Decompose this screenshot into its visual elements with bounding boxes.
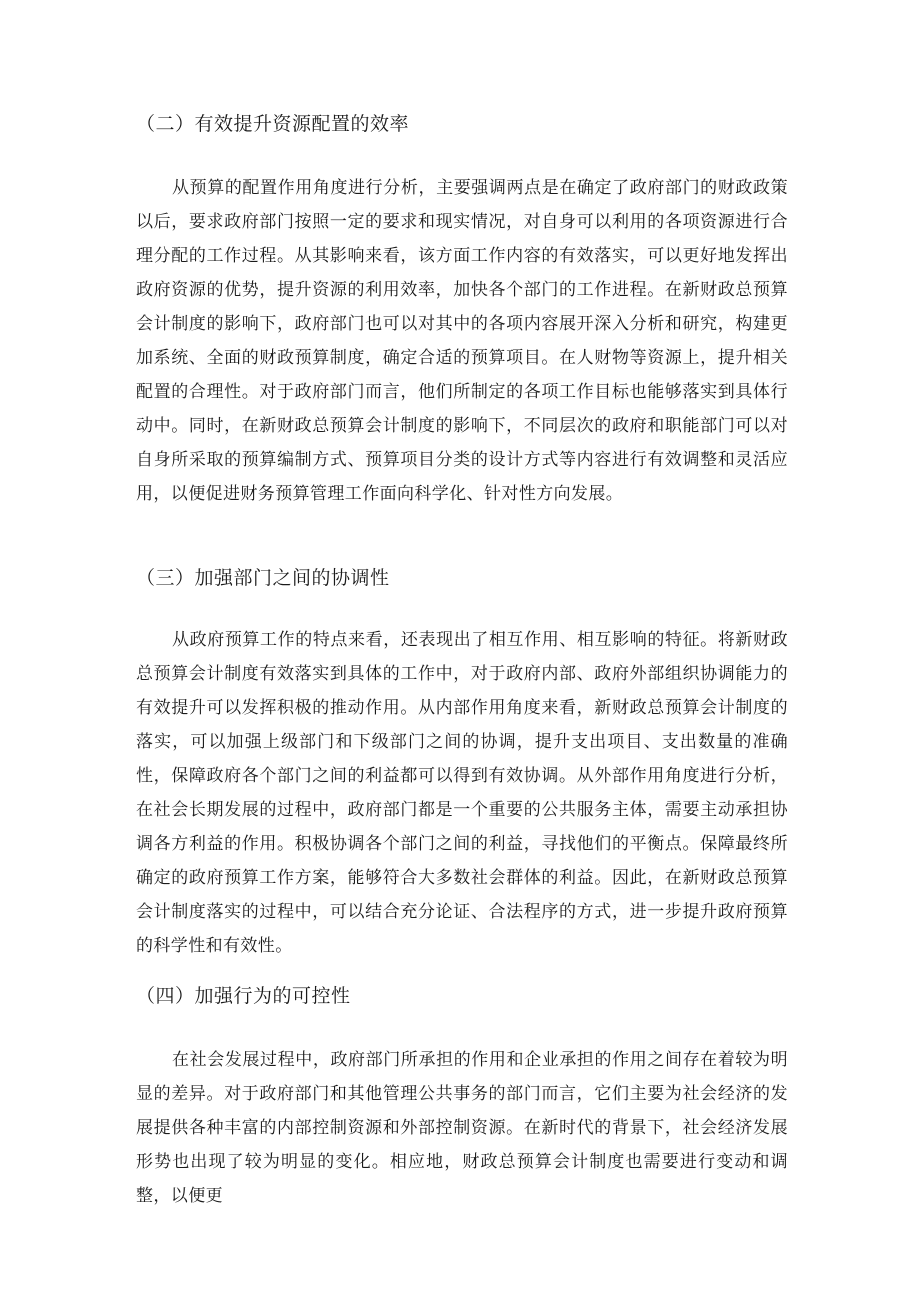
section-paragraph-2: 从预算的配置作用角度进行分析，主要强调两点是在确定了政府部门的财政政策以后，要求政府部门按照一定的要求和现实情况，对自身可以利用的各项资源进行合理分配的工作过程。从其影响来看，该方面工作内容的有效落实，可以更好地发挥出政府资源的优势，提升资源的利用效率，加快各个部门的工作进程。在新财政总预算会计制度的影响下，政府部门也可以对其中的各项内容展开深入分析和研究，构建更加系统、全面的财政预算制度，确定合适的预算项目。在人财物等资源上，提升相关配置的合理性。对于政府部门而言，他们所制定的各项工作目标也能够落实到具体行动中。同时，在新财政总预算会计制度的影响下，不同层次的政府和职能部门可以对自身所采取的预算编制方式、预算项目分类的设计方式等内容进行有效调整和灵活应用，以便促进财务预算管理工作面向科学化、针对性方向发展。: [136, 178, 788, 504]
section-heading-4: （四）加强行为的可控性: [136, 985, 351, 1007]
section-paragraph-4: 在社会发展过程中，政府部门所承担的作用和企业承担的作用之间存在着较为明显的差异。对于政府部门和其他管理公共事务的部门而言，它们主要为社会经济的发展提供各种丰富的内部控制资源和外部控制资源。在新时代的背景下，社会经济发展形势也出现了较为明显的变化。相应地，财政总预算会计制度也需要进行变动和调整，以便更: [136, 1050, 788, 1206]
section-heading-2: （二）有效提升资源配置的效率: [136, 113, 410, 135]
section-heading-3: （三）加强部门之间的协调性: [136, 567, 390, 589]
section-paragraph-3: 从政府预算工作的特点来看，还表现出了相互作用、相互影响的特征。将新财政总预算会计制度有效落实到具体的工作中，对于政府内部、政府外部组织协调能力的有效提升可以发挥积极的推动作用。从内部作用角度来看，新财政总预算会计制度的落实，可以加强上级部门和下级部门之间的协调，提升支出项目、支出数量的准确性，保障政府各个部门之间的利益都可以得到有效协调。从外部作用角度进行分析，在社会长期发展的过程中，政府部门都是一个重要的公共服务主体，需要主动承担协调各方利益的作用。积极协调各个部门之间的利益，寻找他们的平衡点。保障最终所确定的政府预算工作方案，能够符合大多数社会群体的利益。因此，在新财政总预算会计制度落实的过程中，可以结合充分论证、合法程序的方式，进一步提升政府预算的科学性和有效性。: [136, 630, 788, 956]
